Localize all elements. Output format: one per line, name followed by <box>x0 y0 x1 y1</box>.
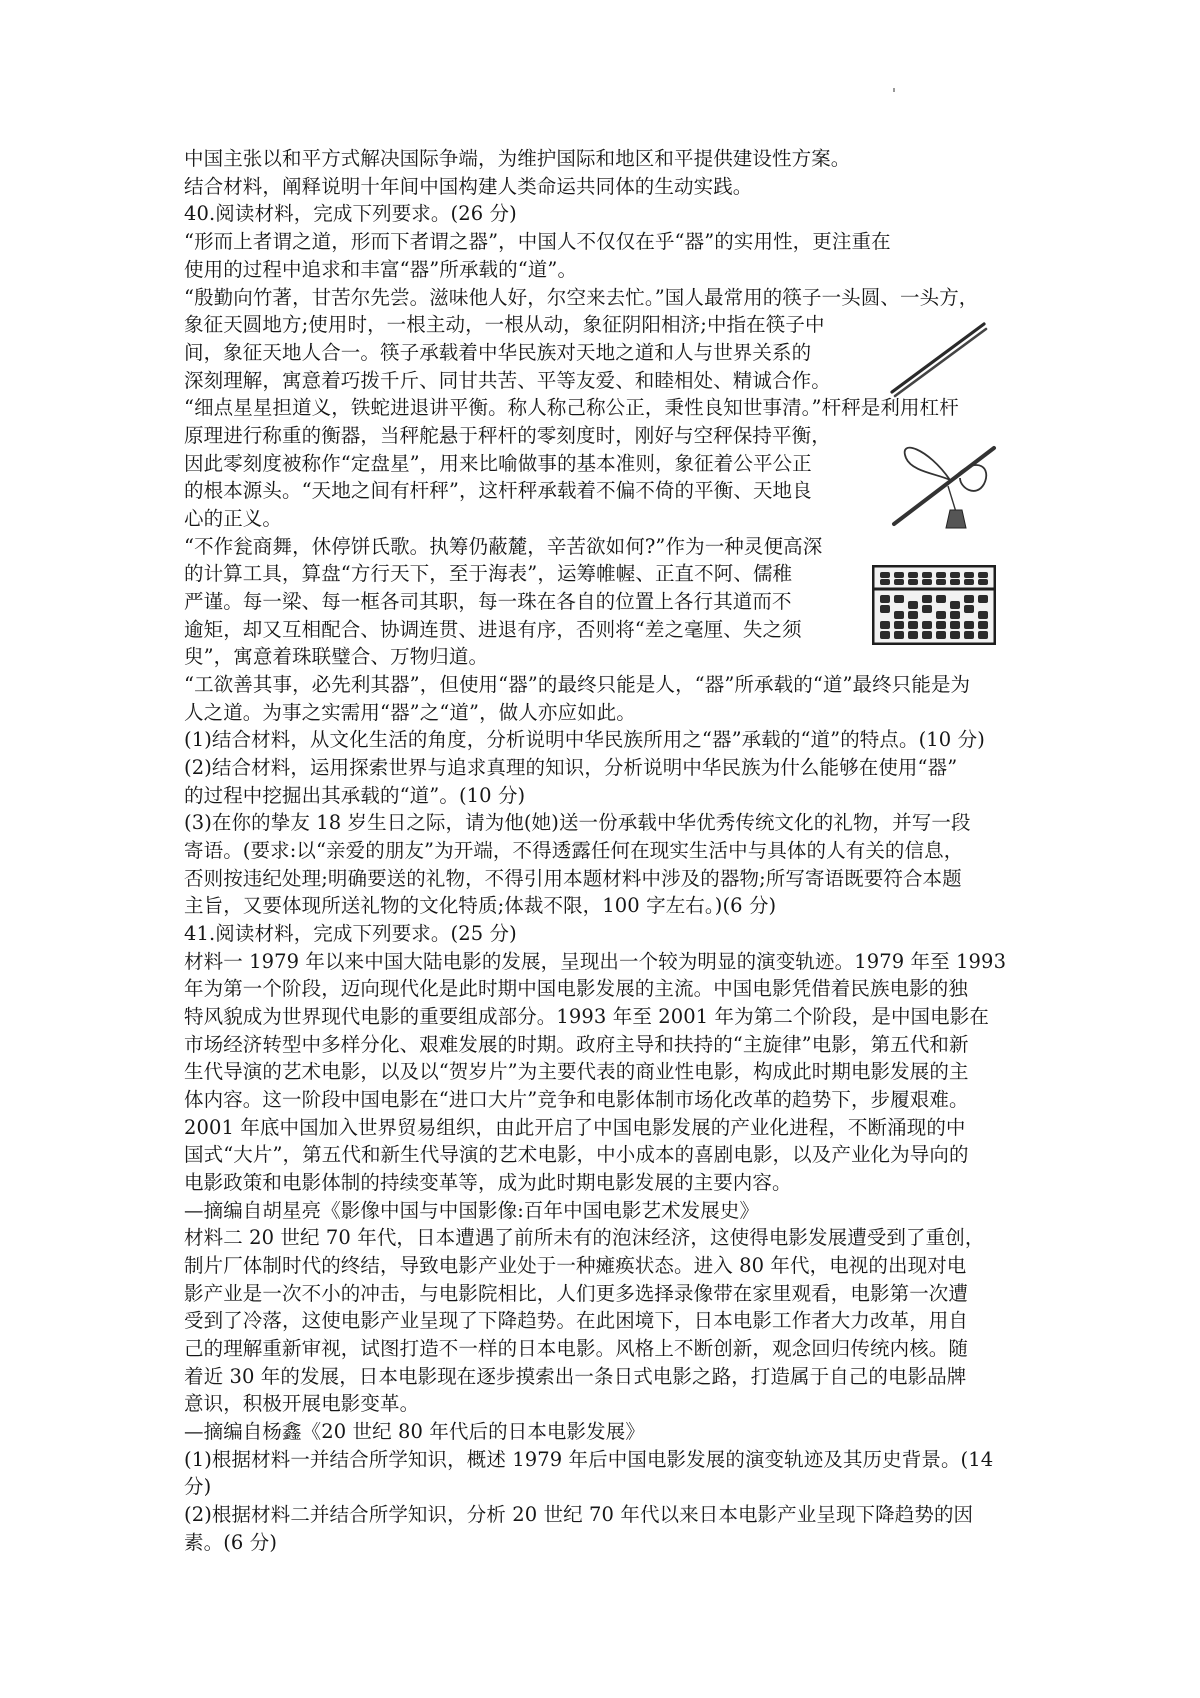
text-line: 使用的过程中追求和丰富“器”所承载的“道”。 <box>184 258 578 281</box>
text-line: 主旨，又要体现所送礼物的文化特质;体裁不限，100 字左右。)(6 分) <box>184 894 777 917</box>
text-line: “不作瓮商舞，休停饼氏歌。执筹仍蔽麓，辛苦欲如何?”作为一种灵便高深 <box>184 535 823 558</box>
text-line: 深刻理解，寓意着巧拨千斤、同甘共苦、平等友爱、和睦相处、精诚合作。 <box>184 369 831 392</box>
text-line: 的根本源头。“天地之间有杆秤”，这杆秤承载着不偏不倚的平衡、天地良 <box>184 479 812 502</box>
abacus-image <box>872 565 996 645</box>
sub-question: (1)根据材料一并结合所学知识，概述 1979 年后中国电影发展的演变轨迹及其历史背景。(14 <box>184 1448 994 1471</box>
chopsticks-image <box>888 320 988 398</box>
text-line: 逾矩，却又互相配合、协调连贯、进退有序，否则将“差之毫厘、失之须 <box>184 618 802 641</box>
text-line: 人之道。为事之实需用“器”之“道”，做人亦应如此。 <box>184 701 636 724</box>
text-line: 影产业是一次不小的冲击，与电影院相比，人们更多选择录像带在家里观看，电影第一次遭 <box>184 1282 969 1305</box>
text-line: “殷勤向竹著，甘苦尔先尝。滋味他人好，尔空来去忙。”国人最常用的筷子一头圆、一头方， <box>184 286 979 309</box>
text-line: 年为第一个阶段，迈向现代化是此时期中国电影发展的主流。中国电影凭借着民族电影的独 <box>184 977 969 1000</box>
text-line: 寄语。(要求:以“亲爱的朋友”为开端，不得透露任何在现实生活中与具体的人有关的信息， <box>184 839 964 862</box>
text-line: 材料二 20 世纪 70 年代，日本遭遇了前所未有的泡沫经济，这使得电影发展遭受到了重创， <box>184 1226 985 1249</box>
scan-speck <box>893 88 895 92</box>
source-citation: —摘编自杨鑫《20 世纪 80 年代后的日本电影发展》 <box>184 1420 645 1443</box>
text-line: 2001 年底中国加入世界贸易组织，由此开启了中国电影发展的产业化进程，不断涌现的中 <box>184 1116 966 1139</box>
text-line: 国式“大片”，第五代和新生代导演的艺术电影，中小成本的喜剧电影，以及产业化为导向的 <box>184 1143 969 1166</box>
text-line: 制片厂体制时代的终结，导致电影产业处于一种瘫痪状态。进入 80 年代，电视的出现对电 <box>184 1254 967 1277</box>
sub-question: (2)根据材料二并结合所学知识，分析 20 世纪 70 年代以来日本电影产业呈现下降趋势的因 <box>184 1503 974 1526</box>
question-41-heading: 41.阅读材料，完成下列要求。(25 分) <box>184 922 517 945</box>
text-line: 否则按违纪处理;明确要送的礼物，不得引用本题材料中涉及的器物;所写寄语既要符合本题 <box>184 867 962 890</box>
sub-question: (1)结合材料，从文化生活的角度，分析说明中华民族所用之“器”承载的“道”的特点。(10 分) <box>184 728 985 751</box>
text-line: 结合材料，阐释说明十年间中国构建人类命运共同体的生动实践。 <box>184 175 753 198</box>
text-line: 间，象征天地人合一。筷子承载着中华民族对天地之道和人与世界关系的 <box>184 341 812 364</box>
text-line: 严谨。每一梁、每一框各司其职，每一珠在各自的位置上各行其道而不 <box>184 590 792 613</box>
source-citation: —摘编自胡星亮《影像中国与中国影像:百年中国电影艺术发展史》 <box>184 1199 760 1222</box>
text-line: 材料一 1979 年以来中国大陆电影的发展，呈现出一个较为明显的演变轨迹。1979 年至 1993 <box>184 950 1007 973</box>
text-line: 受到了冷落，这使电影产业呈现了下降趋势。在此困境下，日本电影工作者大力改革，用自 <box>184 1309 969 1332</box>
text-line: 生代导演的艺术电影，以及以“贺岁片”为主要代表的商业性电影，构成此时期电影发展的主 <box>184 1060 969 1083</box>
text-line: 着近 30 年的发展，日本电影现在逐步摸索出一条日式电影之路，打造属于自己的电影品牌 <box>184 1365 967 1388</box>
text-line: 的计算工具，算盘“方行天下，至于海表”，运筹帷幄、正直不阿、儒稚 <box>184 562 793 585</box>
text-line: 原理进行称重的衡器，当秤舵悬于秤杆的零刻度时，刚好与空秤保持平衡， <box>184 424 831 447</box>
question-40-heading: 40.阅读材料，完成下列要求。(26 分) <box>184 202 517 225</box>
text-line: “细点星星担道义，铁蛇进退讲平衡。称人称己称公正，秉性良知世事清。”杆秤是利用杠杆 <box>184 396 959 419</box>
text-line: 中国主张以和平方式解决国际争端，为维护国际和地区和平提供建设性方案。 <box>184 147 851 170</box>
text-line: 己的理解重新审视，试图打造不一样的日本电影。风格上不断创新，观念回归传统内核。随 <box>184 1337 969 1360</box>
text-line: 体内容。这一阶段中国电影在“进口大片”竞争和电影体制市场化改革的趋势下，步履艰难。 <box>184 1088 969 1111</box>
text-line: 电影政策和电影体制的持续变革等，成为此时期电影发展的主要内容。 <box>184 1171 792 1194</box>
text-line: “工欲善其事，必先利其器”，但使用“器”的最终只能是人，“器”所承载的“道”最终只能是为 <box>184 673 971 696</box>
text-line: 分) <box>184 1475 212 1498</box>
text-line: 市场经济转型中多样分化、艰难发展的时期。政府主导和扶持的“主旋律”电影，第五代和新 <box>184 1033 969 1056</box>
steelyard-scale-image <box>888 428 998 538</box>
text-line: 因此零刻度被称作“定盘星”，用来比喻做事的基本准则，象征着公平公正 <box>184 452 812 475</box>
text-line: 象征天圆地方;使用时，一根主动，一根从动，象征阴阳相济;中指在筷子中 <box>184 313 825 336</box>
sub-question: (3)在你的挚友 18 岁生日之际，请为他(她)送一份承载中华优秀传统文化的礼物，并写一段 <box>184 811 971 834</box>
text-line: 心的正义。 <box>184 507 283 530</box>
text-line: 素。(6 分) <box>184 1531 278 1554</box>
text-line: “形而上者谓之道，形而下者谓之器”，中国人不仅仅在乎“器”的实用性，更注重在 <box>184 230 891 253</box>
text-line: 特风貌成为世界现代电影的重要组成部分。1993 年至 2001 年为第二个阶段，是中国电影在 <box>184 1005 989 1028</box>
text-line: 的过程中挖掘出其承载的“道”。(10 分) <box>184 784 526 807</box>
text-line: 臾”，寓意着珠联璧合、万物归道。 <box>184 645 489 668</box>
text-line: 意识，积极开展电影变革。 <box>184 1392 420 1415</box>
sub-question: (2)结合材料，运用探索世界与追求真理的知识，分析说明中华民族为什么能够在使用“器” <box>184 756 958 779</box>
